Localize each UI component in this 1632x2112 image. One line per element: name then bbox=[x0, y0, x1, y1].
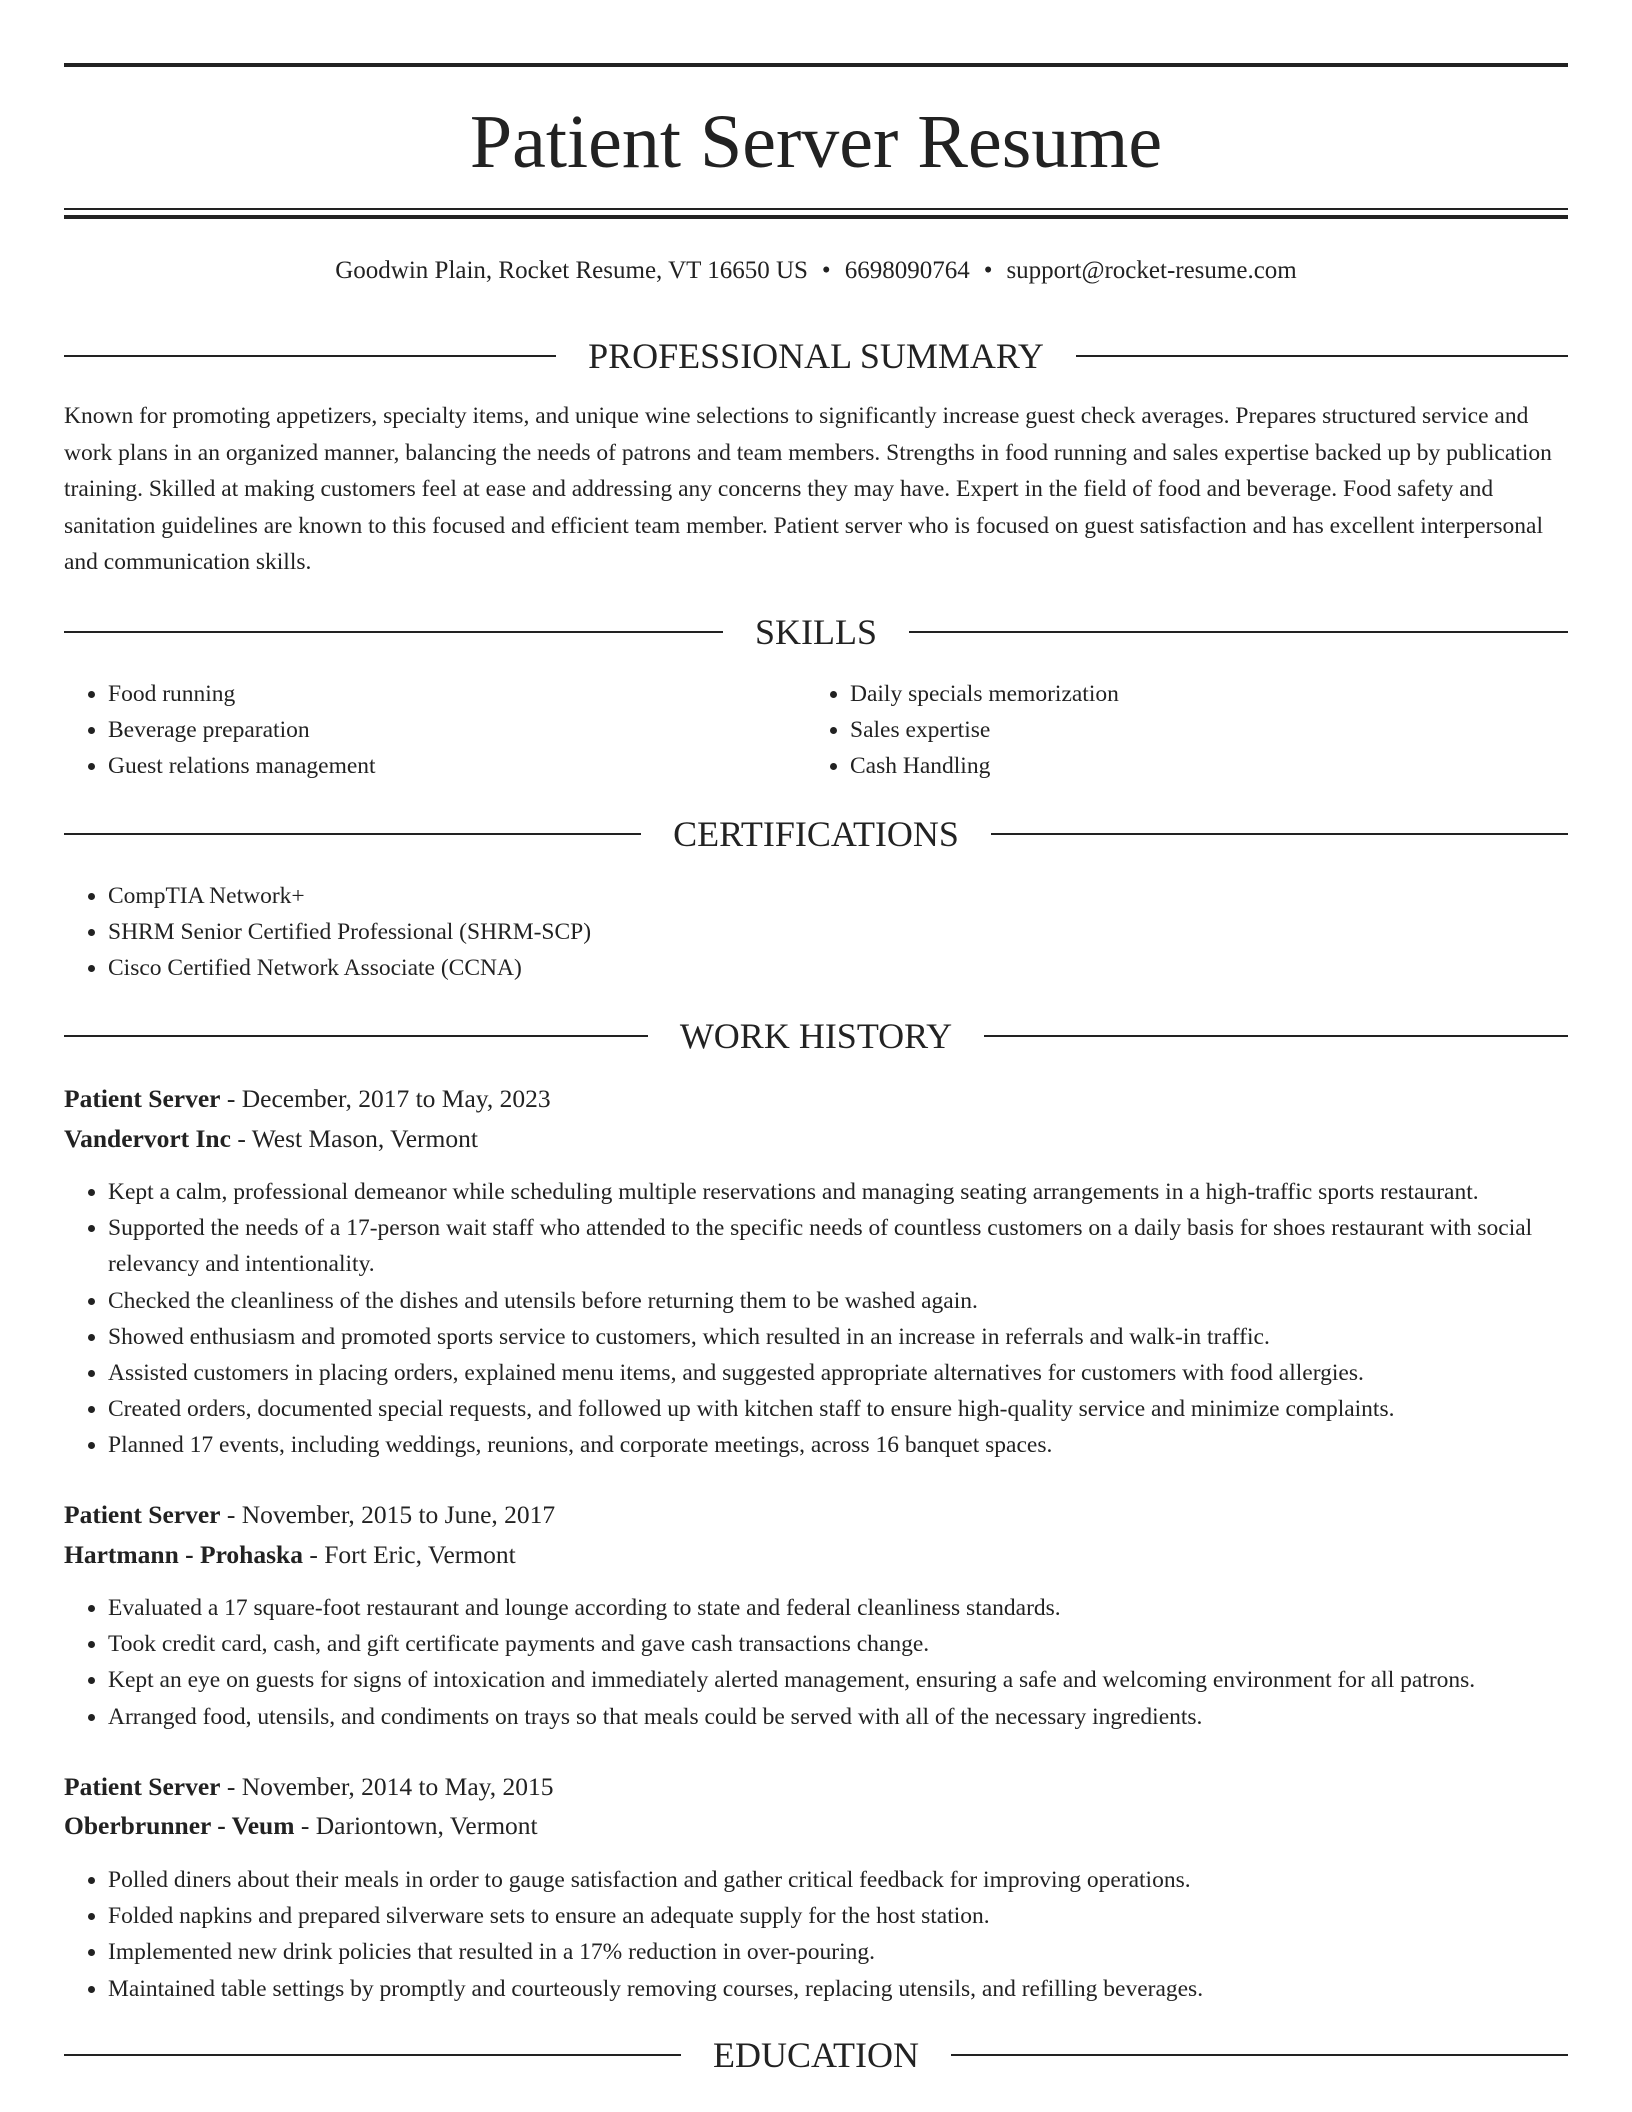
contact-address: Goodwin Plain, Rocket Resume, VT 16650 US bbox=[335, 257, 808, 284]
job-location: - Dariontown, Vermont bbox=[294, 1811, 538, 1840]
job-company-line bbox=[64, 1808, 538, 1844]
list-item: • CompTIA Network+ bbox=[108, 878, 1568, 914]
header-rule-upper bbox=[64, 208, 1568, 210]
job-company-line bbox=[64, 1537, 516, 1573]
list-item: • Supported the needs of a 17-person wait staff who attended to the specific needs of countless customers on a daily basis for shoes restaurant with social relevancy and intentionality. bbox=[108, 1210, 1628, 1282]
job-dates: - December, 2017 to May, 2023 bbox=[220, 1084, 551, 1113]
section-heading-education bbox=[64, 2033, 1568, 2077]
job-title: Patient Server bbox=[64, 1500, 221, 1529]
list-item: • Kept an eye on guests for signs of intoxication and immediately alerted management, ensuring a safe and welcoming environment for all patrons. bbox=[108, 1662, 1628, 1698]
contact-phone: 6698090764 bbox=[844, 257, 970, 284]
job-title-line bbox=[64, 1769, 554, 1805]
list-item: • Implemented new drink policies that resulted in a 17% reduction in over-pouring. bbox=[108, 1934, 1628, 1970]
list-item: • Maintained table settings by promptly and courteously removing courses, replacing utensils, and refilling beverages. bbox=[108, 1971, 1628, 2007]
contact-line bbox=[64, 254, 1568, 288]
list-item: • SHRM Senior Certified Professional (SHRM-SCP) bbox=[108, 914, 1568, 950]
job-company: Oberbrunner - Veum bbox=[64, 1811, 295, 1840]
list-item: • Folded napkins and prepared silverware sets to ensure an adequate supply for the host station. bbox=[108, 1898, 1628, 1934]
list-item: • Assisted customers in placing orders, explained menu items, and suggested appropriate alternatives for customers with food allergies. bbox=[108, 1355, 1628, 1391]
job-dates: - November, 2015 to June, 2017 bbox=[220, 1500, 556, 1529]
list-item: • Guest relations management bbox=[108, 748, 808, 784]
heading-rule-left bbox=[64, 833, 641, 835]
heading-label: WORK HISTORY bbox=[679, 1016, 953, 1056]
section-heading-summary bbox=[64, 334, 1568, 378]
skills-list-right bbox=[806, 676, 1550, 785]
heading-label: SKILLS bbox=[755, 612, 878, 652]
list-item: • Created orders, documented special requests, and followed up with kitchen staff to ensure high-quality service and minimize complaints. bbox=[108, 1391, 1628, 1427]
job-company: Hartmann - Prohaska bbox=[64, 1540, 303, 1569]
heading-label: EDUCATION bbox=[713, 2035, 919, 2075]
skills-list-left bbox=[64, 676, 808, 785]
job-location: - West Mason, Vermont bbox=[230, 1124, 478, 1153]
heading-rule-left bbox=[64, 355, 556, 357]
section-heading-skills bbox=[64, 610, 1568, 654]
section-heading-work-history bbox=[64, 1014, 1568, 1058]
summary-text: Known for promoting appetizers, specialty items, and unique wine selections to significantly increase guest check averages. Prepares structured service and work plans in an organized manner, balancing the needs of patrons and team members. Strengths in food running and sales expertise backed up by publication training. Skilled at making customers feel at ease and addressing any concerns they may have. Expert in the field of food and beverage. Food safety and sanitation guidelines are known to this focused and efficient team member. Patient server who is focused on guest satisfaction and has excellent interpersonal and communication skills. bbox=[64, 403, 1552, 575]
job-title-line bbox=[64, 1081, 551, 1117]
heading-rule-left bbox=[64, 631, 723, 633]
job-bullets bbox=[64, 1174, 1628, 1464]
list-item: • Sales expertise bbox=[850, 712, 1550, 748]
list-item: • Evaluated a 17 square-foot restaurant and lounge according to state and federal cleanliness standards. bbox=[108, 1590, 1628, 1626]
job-company-line bbox=[64, 1121, 478, 1157]
heading-rule-left bbox=[64, 1035, 648, 1037]
page-title: Patient Server Resume bbox=[469, 100, 1163, 184]
heading-rule-right bbox=[909, 631, 1568, 633]
certifications-list bbox=[64, 878, 1568, 987]
heading-label: CERTIFICATIONS bbox=[673, 814, 959, 854]
list-item: • Cash Handling bbox=[850, 748, 1550, 784]
section-heading-certifications bbox=[64, 812, 1568, 856]
job-bullets bbox=[64, 1590, 1628, 1735]
list-item: • Daily specials memorization bbox=[850, 676, 1550, 712]
job-company: Vandervort Inc bbox=[64, 1124, 231, 1153]
job-title: Patient Server bbox=[64, 1084, 221, 1113]
list-item: • Food running bbox=[108, 676, 808, 712]
header-top-rule bbox=[64, 63, 1568, 67]
contact-separator: • bbox=[821, 257, 831, 284]
heading-rule-right bbox=[991, 833, 1568, 835]
contact-email: support@rocket-resume.com bbox=[1006, 257, 1297, 284]
header-rule-lower bbox=[64, 215, 1568, 219]
list-item: • Arranged food, utensils, and condiments on trays so that meals could be served with all of the necessary ingredients. bbox=[108, 1699, 1628, 1735]
job-title: Patient Server bbox=[64, 1772, 221, 1801]
job-location: - Fort Eric, Vermont bbox=[302, 1540, 516, 1569]
job-dates: - November, 2014 to May, 2015 bbox=[220, 1772, 554, 1801]
contact-separator: • bbox=[983, 257, 993, 284]
list-item: • Cisco Certified Network Associate (CCNA) bbox=[108, 950, 1568, 986]
list-item: • Took credit card, cash, and gift certificate payments and gave cash transactions change. bbox=[108, 1626, 1628, 1662]
job-title-line bbox=[64, 1497, 555, 1533]
list-item: • Planned 17 events, including weddings, reunions, and corporate meetings, across 16 banquet spaces. bbox=[108, 1427, 1628, 1463]
heading-label: PROFESSIONAL SUMMARY bbox=[588, 336, 1044, 376]
job-bullets bbox=[64, 1862, 1628, 2007]
list-item: • Polled diners about their meals in order to gauge satisfaction and gather critical feedback for improving operations. bbox=[108, 1862, 1628, 1898]
list-item: • Beverage preparation bbox=[108, 712, 808, 748]
heading-rule-right bbox=[951, 2054, 1568, 2056]
list-item: • Checked the cleanliness of the dishes and utensils before returning them to be washed again. bbox=[108, 1283, 1628, 1319]
list-item: • Showed enthusiasm and promoted sports service to customers, which resulted in an increase in referrals and walk-in traffic. bbox=[108, 1319, 1628, 1355]
heading-rule-left bbox=[64, 2054, 681, 2056]
list-item: • Kept a calm, professional demeanor while scheduling multiple reservations and managing seating arrangements in a high-traffic sports restaurant. bbox=[108, 1174, 1628, 1210]
heading-rule-right bbox=[984, 1035, 1568, 1037]
heading-rule-right bbox=[1076, 355, 1568, 357]
